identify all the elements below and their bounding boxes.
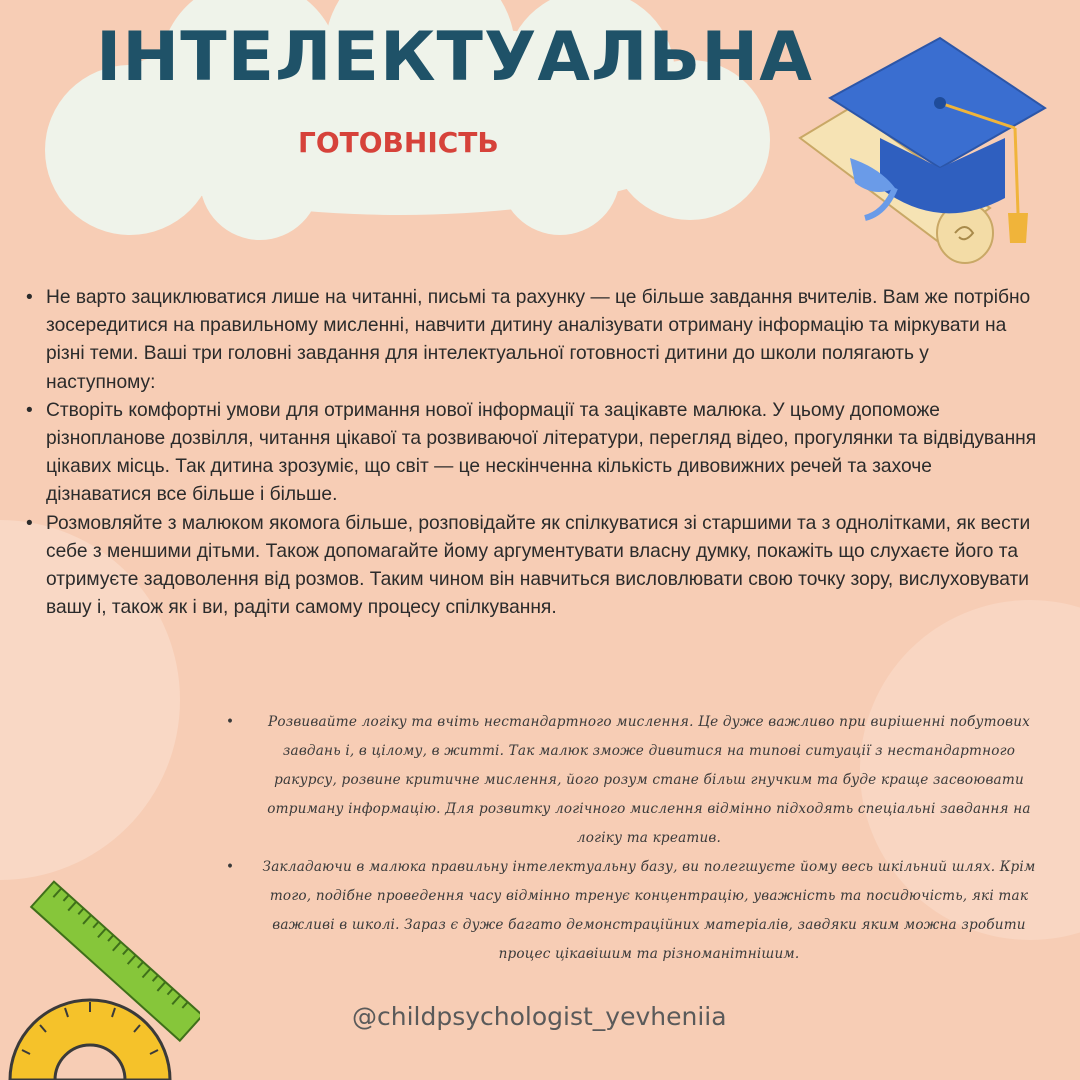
list-item-text: Розвивайте логіку та вчіть нестандартного мислення. Це дуже важливо при вирішенні побутових завдань і, в цілому, в житті. Так малюк зможе дивитися на типові ситуації з нестандартного ракурсу, розвине критичне мислення, його розум стане більш гнучким та буде краще засвоювати отриману інформацію. Для розвитку логічного мислення відмінно підходять спеціальні завдання на логіку та креатив. <box>267 714 1031 846</box>
page-subtitle: ГОТОВНІСТЬ <box>298 126 499 159</box>
graduation-cap-icon <box>790 28 1050 278</box>
list-item <box>24 397 1040 510</box>
list-item-text: Закладаючи в малюка правильну інтелектуальну базу, ви полегшуєте йому весь шкільний шлях. Крім того, подібне проведення часу відмінно тренує концентрацію, уважність та посидючість, які так важливі в школі. Зараз є дуже багато демонстраційних матеріалів, завдяки яким можна зробити процес цікавішим та різноманітнішим. <box>262 859 1036 962</box>
bullet: • <box>26 287 33 308</box>
list-item-text: Створіть комфортні умови для отримання нової інформації та зацікавте малюка. У цьому допоможе різнопланове дозвілля, читання цікавої та розвиваючої літератури, перегляд відео, прогулянки та відвідування цікавих місць. Так дитина зрозуміє, що світ — це нескінченна кількість дивовижних речей та захоче дізнаватися все більше і більше. <box>46 399 1037 506</box>
list-item <box>24 510 1040 623</box>
bullet: • <box>226 714 235 730</box>
bullet: • <box>26 512 33 534</box>
author-handle: @childpsychologist_yevheniia <box>352 1002 727 1031</box>
main-points-list <box>24 284 1040 684</box>
list-item-text: Розмовляйте з малюком якомога більше, розповідайте як спілкуватися зі старшими та з однолітками, як вести себе з меншими дітьми. Також допомагайте йому аргументувати власну думку, покажіть що слухаєте його та отримуєте задоволення від розмов. Таким чином він навчиться висловлювати свою точку зору, вислуховувати вашу і, також як і ви, радіти самому процесу спілкування. <box>46 512 1031 619</box>
school-supplies-art <box>0 860 200 1080</box>
list-item <box>24 284 1040 397</box>
protractor-icon <box>10 1000 170 1080</box>
list-item <box>222 853 1040 969</box>
list-item <box>222 708 1040 853</box>
page-title: ІНТЕЛЕКТУАЛЬНА <box>96 18 813 97</box>
handwritten-points-list <box>222 708 1040 968</box>
list-item-text: Не варто зациклюватися лише на читанні, письмі та рахунку — це більше завдання вчителів. Вам же потрібно зосередитися на правильному мисленні, навчити дитину аналізувати отриману інформацію та міркувати на різні теми. Ваші три головні завдання для інтелектуальної готовності дитини до школи полягають у наступному: <box>46 287 1031 393</box>
bullet: • <box>26 399 33 421</box>
bullet: • <box>226 859 235 875</box>
